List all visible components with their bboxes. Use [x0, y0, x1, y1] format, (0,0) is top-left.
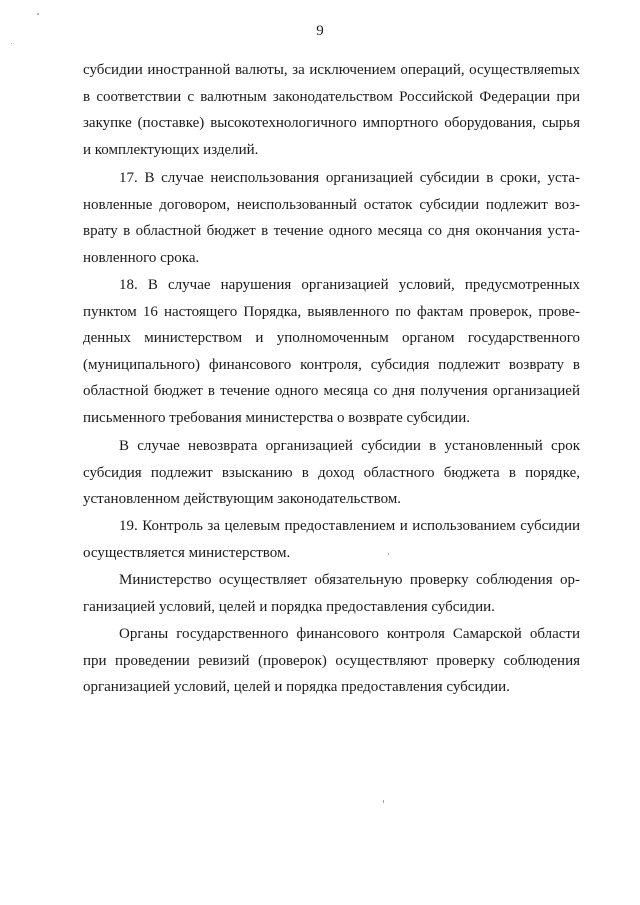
paragraph-text: 19. Контроль за целевым предоставлением и использованием субсидии осуществляется министерством.: [83, 518, 580, 561]
scan-speck: [11, 43, 12, 44]
paragraph-text: субсидии иностранной валюты, за исключением операций, осуществляеmых в соответствии с валютным законодательством Российской Федерации при закупке (поставке) высокотехнологичного импортного оборудования, сырья и комплектующих изделий.: [83, 62, 580, 158]
page-number: 9: [316, 23, 324, 39]
paragraph-17: [83, 165, 580, 271]
paragraph-ministry-check: [83, 567, 580, 620]
paragraph-text: 18. В случае нарушения организацией условий, предусмотренных пунктом 16 настоящего Порядка, выявленного по фактам проверок, проведенных министерством и уполномоченным органом государственного (муниципального) финансового контроля, субсидия подлежит возврату в областной бюджет в течение одного месяца со дня получения организацией письменного требования министерства о возврате субсидии.: [83, 277, 580, 426]
paragraph-18-return: [83, 433, 580, 513]
paragraph-19: [83, 513, 580, 566]
paragraph-control-bodies: [83, 621, 580, 701]
paragraph-18: [83, 272, 580, 432]
scan-speck: [383, 800, 384, 803]
scan-speck: [37, 13, 39, 15]
paragraph-continuation: [83, 57, 580, 163]
paragraph-text: Министерство осуществляет обязательную проверку соблюдения организацией условий, целей и порядка предоставления субсидии.: [83, 572, 580, 615]
paragraph-text: Органы государственного финансового контроля Самарской области при проведении ревизий (проверок) осуществляют проверку соблюдения организацией условий, целей и порядка предоставления субсидии.: [83, 626, 580, 696]
paragraph-text: 17. В случае неиспользования организацией субсидии в сроки, установленные договором, неиспользованный остаток субсидии подлежит возврату в областной бюджет в течение одного месяца со дня окончания установленного срока.: [83, 170, 580, 266]
paragraph-text: В случае невозврата организацией субсидии в установленный срок субсидия подлежит взысканию в доход областного бюджета в порядке, установленном действующим законодательством.: [83, 438, 580, 508]
